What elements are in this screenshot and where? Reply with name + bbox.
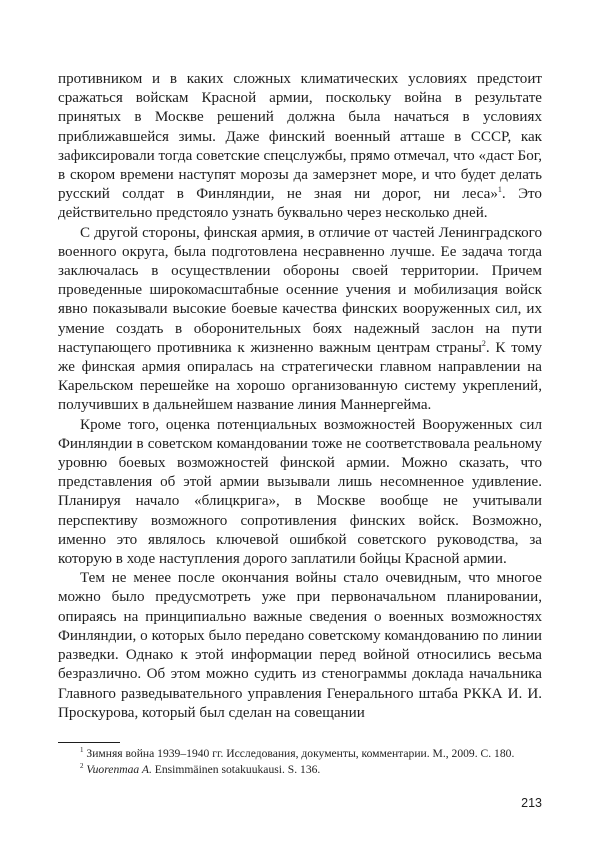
- paragraph-4: [58, 569, 542, 723]
- footnotes: [58, 746, 542, 777]
- footnote-divider: [58, 742, 120, 743]
- paragraph-3: [58, 416, 542, 570]
- footnote-ref-2[interactable]: 2: [481, 338, 486, 348]
- paragraph-2: [58, 224, 542, 416]
- paragraph-2-tail: . К тому же финская армия опиралась на стратегически главном направлении на Карельском перешейке на хорошо организованную систему укреплений, получивших в дальнейшем название линия Маннергейма.: [58, 339, 542, 414]
- page-body: [58, 70, 542, 723]
- footnote-2: [58, 762, 542, 778]
- footnote-1: [58, 746, 542, 762]
- paragraph-1: [58, 70, 542, 224]
- paragraph-2-text: С другой стороны, финская армия, в отличие от частей Ленинградского военного округа, была подготовлена несравненно лучше. Ее задача тогда заключалась в осуществлении обороны своей территории. Причем проведенные широкомасштабные осенние учения и мобилизация войск явно показывали высокие боевые качества финских вооруженных сил, их умение создать в оборонительных боях надежный заслон на пути наступающего противника к жизненно важным центрам страны: [58, 224, 542, 356]
- footnote-ref-1[interactable]: 1: [497, 185, 502, 195]
- footnote-1-text: Зимняя война 1939–1940 гг. Исследования, документы, комментарии. М., 2009. С. 180.: [86, 747, 515, 760]
- paragraph-1-tail: . Это действительно предстояло узнать буквально через несколько дней.: [58, 186, 542, 222]
- body-text: [58, 70, 542, 723]
- paragraph-3-text: Кроме того, оценка потенциальных возможностей Вооруженных сил Финляндии в советском командовании тоже не соответствовала реальному уровню боевых возможностей финской армии. Можно сказать, что представления об этой армии вызывали лишь несомненное удивление. Планируя начало «блицкрига», в Москве вообще не учитывали перспективу возможного сопротивления финских войск. Возможно, именно это являлось ключевой ошибкой советского руководства, за которую в ходе наступления дорого заплатили бойцы Красной армии.: [58, 416, 542, 568]
- footnote-2-author: Vuorenmaa A.: [86, 762, 152, 776]
- footnote-2-text: Ensimmäinen sotakuukausi. S. 136.: [151, 762, 321, 776]
- paragraph-1-text: противником и в каких сложных климатических условиях предстоит сражаться войскам Красной армии, поскольку война в результате принятых в Москве решений должна была начаться в условиях приближавшейся зимы. Даже финский военный атташе в СССР, как зафиксировали тогда советские спецслужбы, прямо отмечал, что «даст Бог, в скором времени наступят морозы да замерзнет море, и что будет делать русский солдат в Финляндии, не зная ни дорог, ни леса»: [58, 71, 542, 203]
- footnote-1-number: 1: [80, 746, 84, 755]
- paragraph-4-text: Тем не менее после окончания войны стало очевидным, что многое можно было предусмотреть уже при первоначальном планировании, опираясь на принципиально важные сведения о военных возможностях Финляндии, о которых было передано советскому командованию по линии разведки. Однако к этой информации перед войной относились весьма безразлично. Об этом можно судить из стенограммы доклада начальника Главного разведывательного управления Генерального штаба РККА И. И. Проскурова, который был сделан на совещании: [58, 570, 542, 721]
- footnote-2-number: 2: [80, 761, 84, 770]
- page-number: 213: [521, 796, 542, 810]
